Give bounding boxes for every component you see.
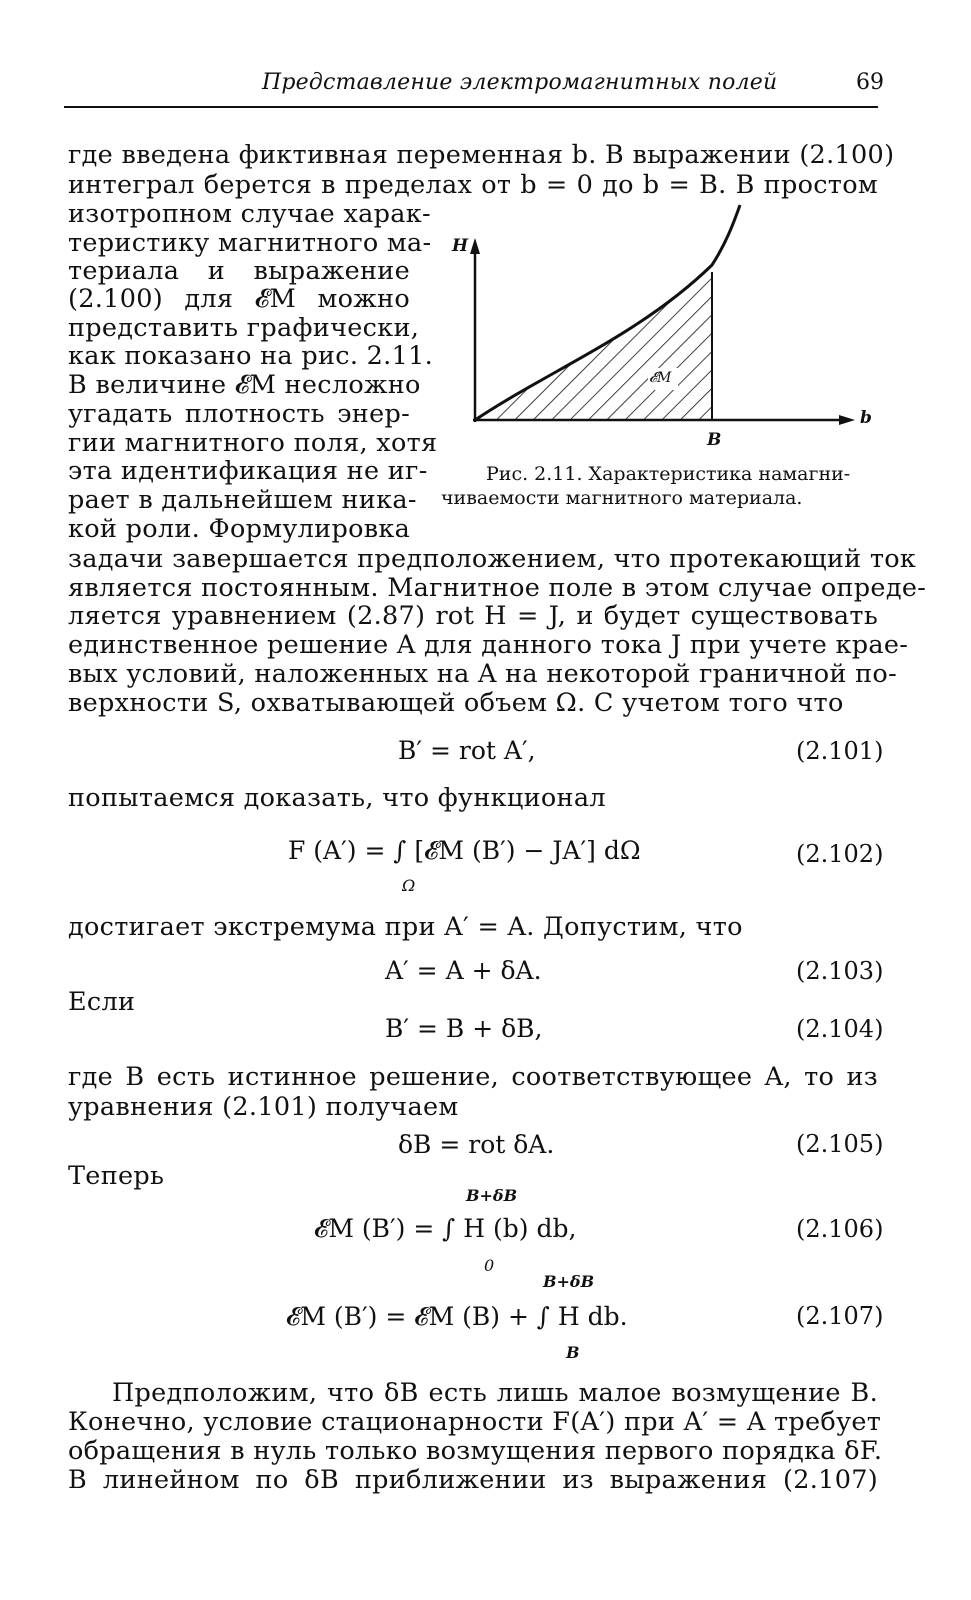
integral-lower-limit: B	[566, 1343, 580, 1362]
equation-number: (2.103)	[796, 957, 884, 985]
equation-2-106: 𝓔M (B′) = ∫ H (b) db,	[314, 1214, 577, 1243]
equation-number: (2.104)	[796, 1015, 884, 1043]
header-rule	[64, 106, 878, 108]
body-line: изотропном случае харак-	[68, 199, 431, 229]
body-line: обращения в нуль только возмущения первого порядка δF.	[68, 1436, 883, 1466]
axis-b-label: b	[860, 408, 872, 428]
body-line: Если	[68, 987, 136, 1017]
h-axis-arrow	[470, 238, 480, 254]
equation-2-107: 𝓔M (B′) = 𝓔M (B) + ∫ H db.	[286, 1302, 628, 1331]
magnetization-figure	[440, 200, 880, 460]
body-line: териала и выражение	[68, 256, 410, 286]
body-line: где введена фиктивная переменная b. В выражении (2.100)	[68, 140, 895, 170]
equation-2-102: F (A′) = ∫ [𝓔M (B′) − JA′] dΩ	[288, 836, 641, 865]
body-line: (2.100) для 𝓔M можно	[68, 284, 410, 314]
body-line: верхности S, охватывающей объем Ω. С учетом того что	[68, 688, 844, 718]
equation-2-101: B′ = rot A′,	[398, 736, 536, 765]
equation-number: (2.106)	[796, 1215, 884, 1243]
equation-number: (2.107)	[796, 1302, 884, 1330]
figure-caption-line: Рис. 2.11. Характеристика намагни-	[486, 463, 851, 485]
body-line: Предположим, что δB есть лишь малое возмущение B.	[112, 1378, 878, 1408]
integral-lower-limit: 0	[484, 1256, 495, 1275]
axis-h-label: H	[452, 236, 469, 256]
body-line: где B есть истинное решение, соответствующее A, то из	[68, 1062, 878, 1092]
b-axis-arrow	[839, 415, 855, 425]
integral-lower-limit: Ω	[402, 876, 416, 895]
body-line: ляется уравнением (2.87) rot H = J, и будет существовать	[68, 601, 878, 631]
point-b-label: B	[707, 430, 722, 450]
equation-2-103: A′ = A + δA.	[385, 956, 542, 985]
equation-number: (2.105)	[796, 1130, 884, 1158]
body-line: задачи завершается предположением, что протекающий ток	[68, 544, 917, 574]
integral-upper-limit: B+δB	[543, 1272, 595, 1291]
body-line: эта идентификация не иг-	[68, 456, 428, 486]
body-line: В линейном по δB приближении из выражения (2.107)	[68, 1465, 878, 1495]
body-line: гии магнитного поля, хотя	[68, 428, 438, 458]
equation-2-104: B′ = B + δB,	[385, 1014, 543, 1043]
equation-number: (2.101)	[796, 737, 884, 765]
page-number: 69	[856, 70, 884, 95]
body-line: достигает экстремума при A′ = A. Допустим, что	[68, 912, 743, 942]
body-line: кой роли. Формулировка	[68, 514, 411, 544]
body-line: попытаемся доказать, что функционал	[68, 783, 606, 813]
area-em-label: 𝓔M	[649, 370, 672, 386]
body-line: угадать плотность энер-	[68, 399, 410, 429]
body-line: Конечно, условие стационарности F(A′) при A′ = A требует	[68, 1407, 882, 1437]
body-line: уравнения (2.101) получаем	[68, 1092, 459, 1122]
body-line: как показано на рис. 2.11.	[68, 341, 434, 371]
body-line: вых условий, наложенных на A на некоторой граничной по-	[68, 659, 898, 689]
body-line: теристику магнитного ма-	[68, 228, 432, 258]
integral-upper-limit: B+δB	[466, 1186, 518, 1205]
body-line: В величине 𝓔M несложно	[68, 370, 421, 400]
body-line: Теперь	[68, 1161, 165, 1191]
equation-2-105: δB = rot δA.	[398, 1130, 555, 1159]
body-line: единственное решение A для данного тока J при учете крае-	[68, 630, 909, 660]
running-header-title: Представление электромагнитных полей	[262, 70, 778, 95]
body-line: является постоянным. Магнитное поле в этом случае опреде-	[68, 573, 927, 603]
body-line: интеграл берется в пределах от b = 0 до b = B. В простом	[68, 170, 878, 200]
equation-number: (2.102)	[796, 840, 884, 868]
body-line: рает в дальнейшем ника-	[68, 485, 417, 515]
figure-caption-line: чиваемости магнитного материала.	[441, 487, 803, 509]
body-line: представить графически,	[68, 313, 420, 343]
